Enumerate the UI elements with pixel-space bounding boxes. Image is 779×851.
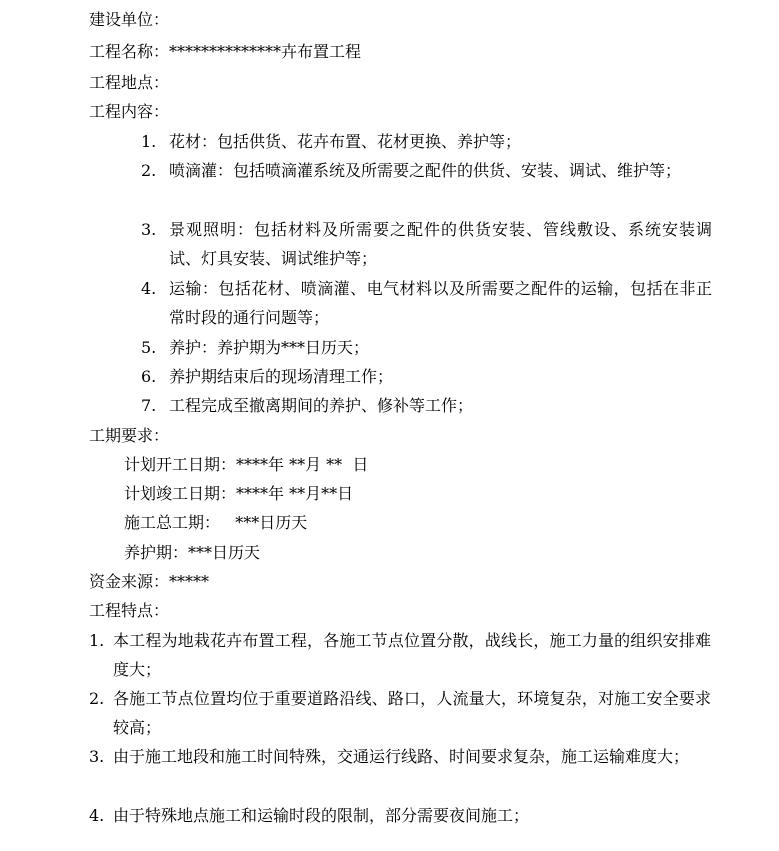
- content-item-number: 6.: [141, 367, 157, 386]
- content-item-number: 5.: [141, 338, 157, 357]
- features-heading: 工程特点：: [89, 601, 170, 620]
- content-item: 运输：包括花材、喷滴灌、电气材料以及所需要之配件的运输，包括在非正常时段的通行问题等；: [169, 279, 712, 327]
- project-name-line: 工程名称：**************卉布置工程: [89, 42, 362, 61]
- total-duration: 施工总工期： ***日历天: [124, 513, 308, 532]
- content-item: 养护：养护期为***日历天；: [169, 338, 370, 357]
- feature-item: 由于施工地段和施工时间特殊，交通运行线路、时间要求复杂，施工运输难度大；: [113, 747, 690, 766]
- feature-item: 各施工节点位置均位于重要道路沿线、路口，人流量大，环境复杂，对施工安全要求较高；: [113, 689, 711, 737]
- location-line: 工程地点：: [89, 73, 170, 92]
- content-item: 景观照明：包括材料及所需要之配件的供货安装、管线敷设、系统安装调试、灯具安装、调试维护等；: [169, 220, 712, 268]
- content-item: 工程完成至撤离期间的养护、修补等工作；: [169, 396, 474, 415]
- schedule-heading: 工期要求：: [89, 426, 170, 445]
- funding-source: 资金来源：*****: [89, 572, 210, 591]
- content-item: 花材：包括供货、花卉布置、花材更换、养护等；: [169, 132, 522, 151]
- content-item-number: 3.: [141, 220, 157, 239]
- content-item-number: 2.: [141, 161, 157, 180]
- feature-number: 4.: [89, 806, 105, 825]
- feature-item: 本工程为地栽花卉布置工程，各施工节点位置分散，战线长，施工力量的组织安排难度大；: [113, 631, 711, 679]
- feature-item: 由于特殊地点施工和运输时段的限制，部分需要夜间施工；: [113, 806, 530, 825]
- feature-number: 1.: [89, 631, 105, 650]
- content-item-number: 7.: [141, 396, 157, 415]
- content-heading: 工程内容：: [89, 102, 170, 121]
- planned-finish-date: 计划竣工日期：****年 **月**日: [124, 484, 354, 503]
- content-item: 喷滴灌：包括喷滴灌系统及所需要之配件的供货、安装、调试、维护等；: [169, 161, 682, 180]
- feature-number: 3.: [89, 747, 105, 766]
- feature-number: 2.: [89, 689, 105, 708]
- content-item-number: 1.: [141, 132, 157, 151]
- maintenance-period: 养护期：***日历天: [124, 543, 261, 562]
- planned-start-date: 计划开工日期：****年 **月 ** 日: [124, 455, 369, 474]
- content-item: 养护期结束后的现场清理工作；: [169, 367, 394, 386]
- content-item-number: 4.: [141, 279, 157, 298]
- builder-line: 建设单位：: [89, 10, 170, 29]
